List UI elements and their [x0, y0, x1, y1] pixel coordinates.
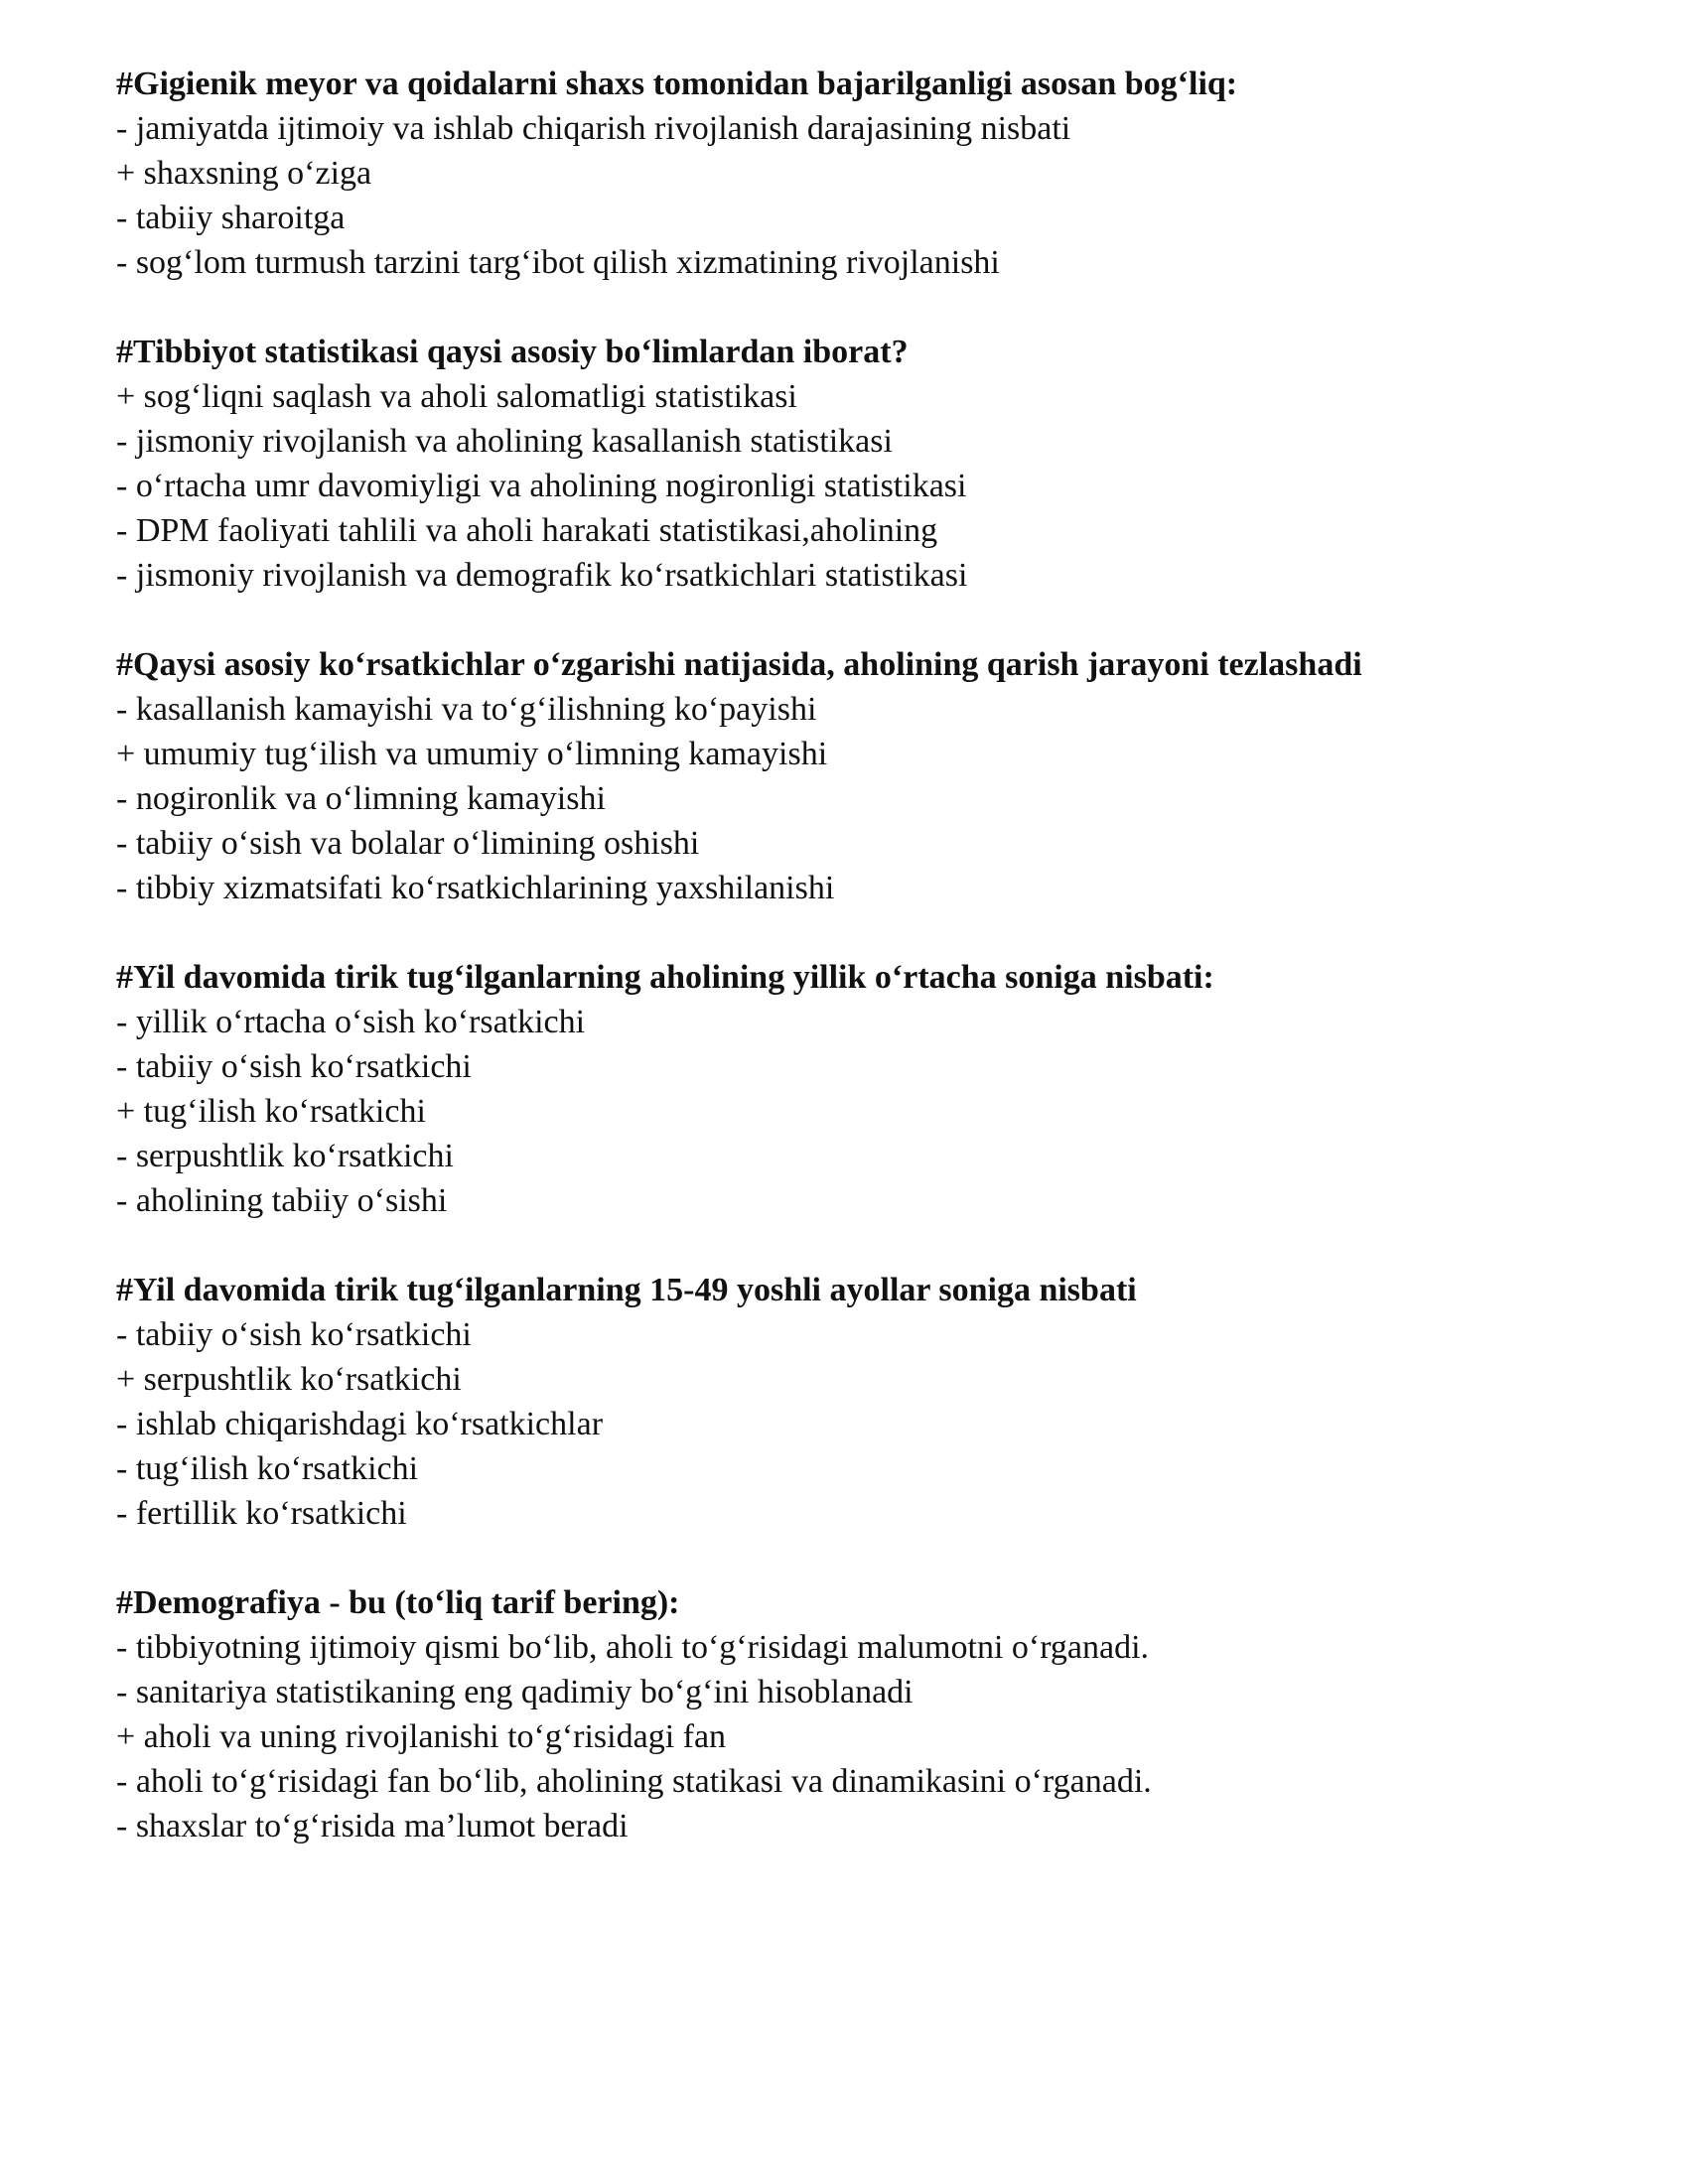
- question-block-4: [116, 955, 1645, 1223]
- answer-option: - sanitariya statistikaning eng qadimiy bo‘g‘ini hisoblanadi: [116, 1674, 914, 1710]
- answer-option-correct: + umumiy tug‘ilish va umumiy o‘limning kamayishi: [116, 736, 828, 772]
- answer-option: - aholining tabiiy o‘sishi: [116, 1182, 448, 1219]
- answer-option: - jamiyatda ijtimoiy va ishlab chiqarish rivojlanish darajasining nisbati: [116, 110, 1071, 147]
- question-text: #Yil davomida tirik tug‘ilganlarning 15-49 yoshli ayollar soniga nisbati: [116, 1272, 1137, 1308]
- answer-option: - jismoniy rivojlanish va demografik ko‘rsatkichlari statistikasi: [116, 557, 968, 594]
- question-text: #Yil davomida tirik tug‘ilganlarning aholining yillik o‘rtacha soniga nisbati:: [116, 959, 1214, 996]
- question-block-6: [116, 1580, 1645, 1848]
- question-text: #Tibbiyot statistikasi qaysi asosiy bo‘limlardan iborat?: [116, 334, 909, 370]
- answer-option: - jismoniy rivojlanish va aholining kasallanish statistikasi: [116, 423, 893, 460]
- question-block-5: [116, 1268, 1645, 1536]
- question-block-3: [116, 642, 1645, 910]
- answer-option: - tabiiy o‘sish va bolalar o‘limining oshishi: [116, 825, 700, 862]
- answer-option: - serpushtlik ko‘rsatkichi: [116, 1138, 454, 1174]
- answer-option: - fertillik ko‘rsatkichi: [116, 1495, 407, 1532]
- answer-option: - yillik o‘rtacha o‘sish ko‘rsatkichi: [116, 1004, 586, 1040]
- answer-option: - tibbiyotning ijtimoiy qismi bo‘lib, aholi to‘g‘risidagi malumotni o‘rganadi.: [116, 1629, 1150, 1666]
- answer-option-correct: + tug‘ilish ko‘rsatkichi: [116, 1093, 426, 1130]
- answer-option: - o‘rtacha umr davomiyligi va aholining nogironligi statistikasi: [116, 468, 967, 504]
- answer-option: - ishlab chiqarishdagi ko‘rsatkichlar: [116, 1406, 604, 1442]
- answer-option: - tug‘ilish ko‘rsatkichi: [116, 1450, 419, 1487]
- answer-option: - kasallanish kamayishi va to‘g‘ilishning ko‘payishi: [116, 691, 817, 728]
- question-block-2: [116, 330, 1645, 598]
- answer-option: - tabiiy o‘sish ko‘rsatkichi: [116, 1316, 472, 1353]
- answer-option-correct: + shaxsning o‘ziga: [116, 155, 372, 192]
- answer-option-correct: + aholi va uning rivojlanishi to‘g‘risidagi fan: [116, 1718, 727, 1755]
- answer-option: - sog‘lom turmush tarzini targ‘ibot qilish xizmatining rivojlanishi: [116, 244, 1000, 281]
- answer-option: - tabiiy sharoitga: [116, 200, 346, 236]
- document-page: [116, 62, 1645, 1893]
- answer-option: - nogironlik va o‘limning kamayishi: [116, 780, 606, 817]
- answer-option-correct: + sog‘liqni saqlash va aholi salomatligi statistikasi: [116, 378, 797, 415]
- answer-option: - tabiiy o‘sish ko‘rsatkichi: [116, 1048, 472, 1085]
- answer-option: - DPM faoliyati tahlili va aholi harakati statistikasi,aholining: [116, 512, 938, 549]
- question-text: #Gigienik meyor va qoidalarni shaxs tomonidan bajarilganligi asosan bog‘liq:: [116, 66, 1238, 102]
- answer-option: - shaxslar to‘g‘risida ma’lumot beradi: [116, 1808, 629, 1844]
- question-text: #Demografiya - bu (to‘liq tarif bering):: [116, 1584, 680, 1621]
- answer-option: - tibbiy xizmatsifati ko‘rsatkichlarining yaxshilanishi: [116, 870, 835, 906]
- question-text: #Qaysi asosiy ko‘rsatkichlar o‘zgarishi natijasida, aholining qarish jarayoni tezlashadi: [116, 646, 1362, 683]
- answer-option: - aholi to‘g‘risidagi fan bo‘lib, aholining statikasi va dinamikasini o‘rganadi.: [116, 1763, 1152, 1800]
- answer-option-correct: + serpushtlik ko‘rsatkichi: [116, 1361, 462, 1398]
- question-block-1: [116, 62, 1645, 285]
